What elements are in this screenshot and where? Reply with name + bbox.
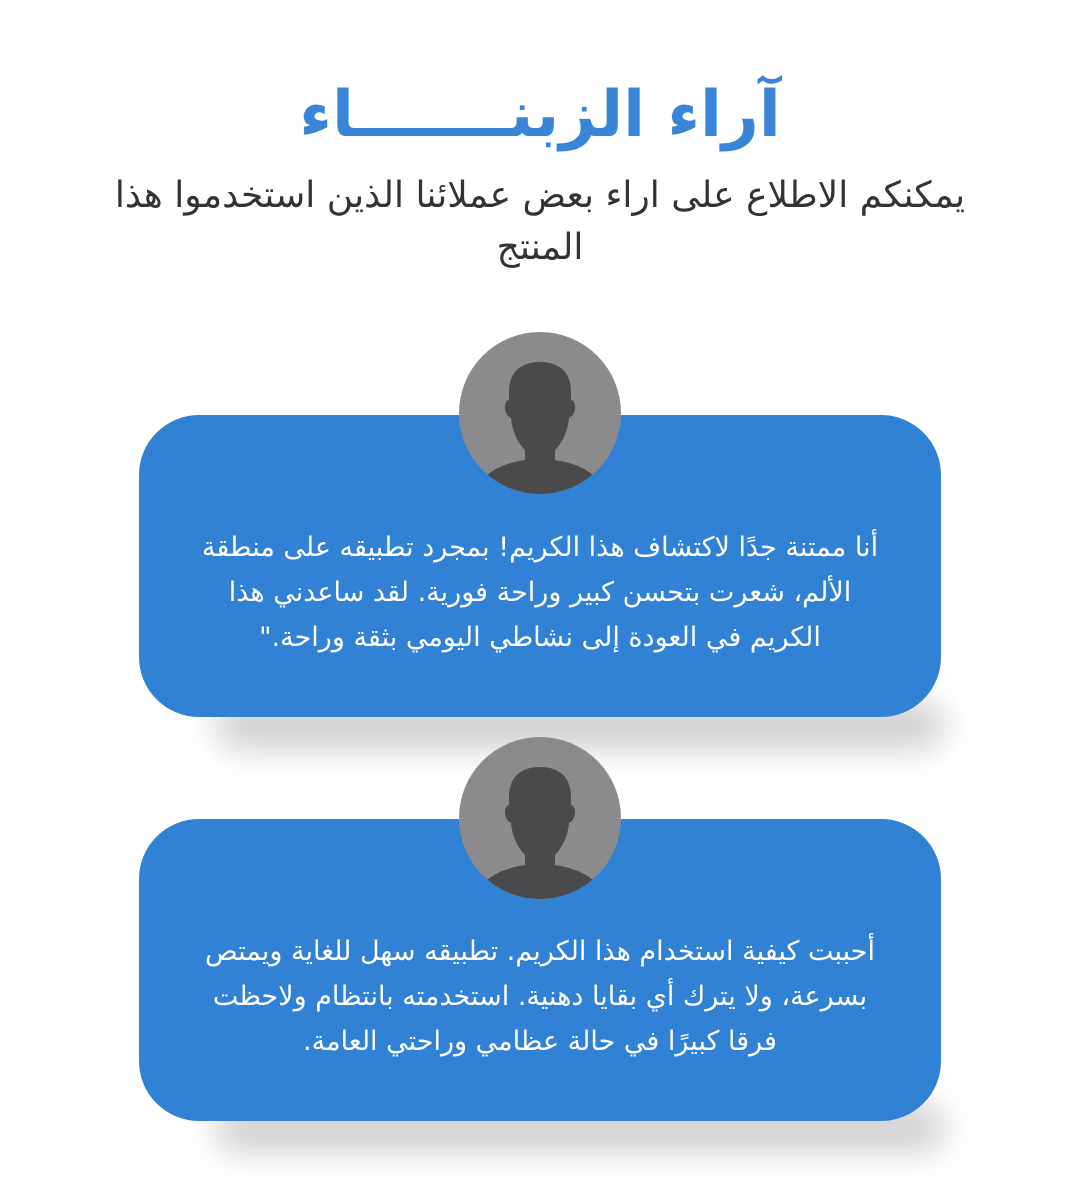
user-silhouette-icon [459,332,621,494]
reviewer-avatar-1 [459,332,621,494]
reviewer-avatar-2 [459,737,621,899]
review-text: أحببت كيفية استخدام هذا الكريم. تطبيقه سهل للغاية ويمتص بسرعة، ولا يترك أي بقايا دهنية. استخدمته بانتظام ولاحظت فرقا كبيرًا في حالة عظامي وراحتي العامة. [205,936,875,1057]
review-text: أنا ممتنة جدًا لاكتشاف هذا الكريم! بمجرد تطبيقه على منطقة الألم، شعرت بتحسن كبير وراحة فورية. لقد ساعدني هذا الكريم في العودة إلى نشاطي اليومي بثقة وراحة." [201,532,879,653]
page-subtitle: يمكنكم الاطلاع على اراء بعض عملائنا الذين استخدموا هذا المنتج [114,175,966,268]
user-silhouette-icon [459,737,621,899]
page-title: آراء الزبنـــــــاء [299,78,781,152]
